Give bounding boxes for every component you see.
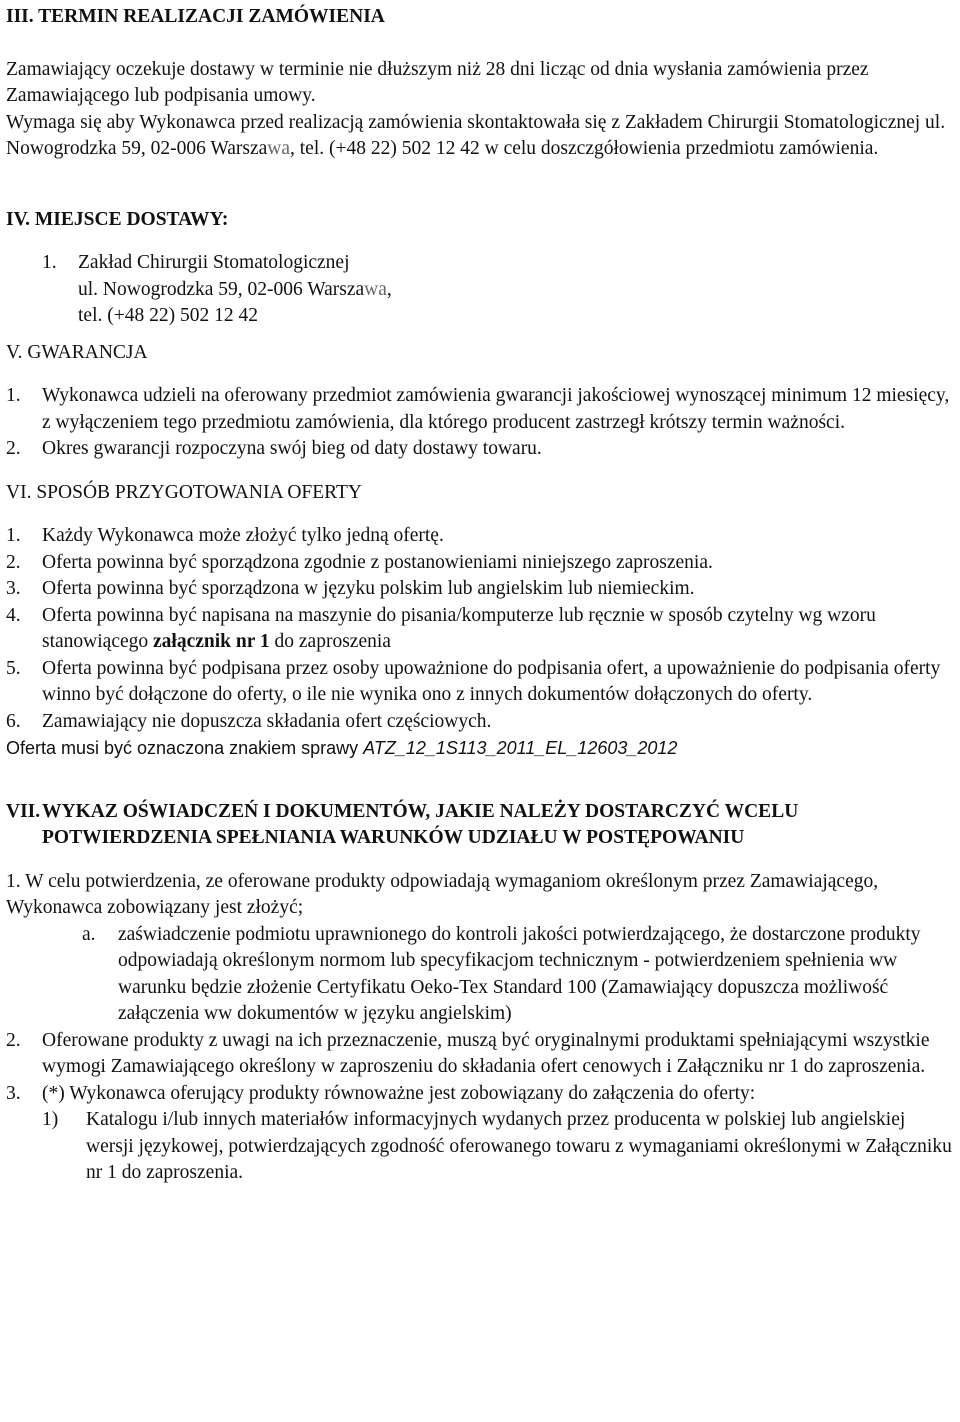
section-iv-heading: IV. MIEJSCE DOSTAWY: [6,208,229,230]
section-v-heading: V. GWARANCJA [6,341,148,363]
list-text: Wykonawca udzieli na oferowany przedmiot zamówienia gwarancji jakościowej wynoszącej minimum 12 miesięcy, z wyłączeniem tego przedmiotu zamówienia, dla którego producent zastrzegł krótszy termin ważności. [42,385,950,433]
list-text: Zamawiający nie dopuszcza składania ofert częściowych. [42,710,492,732]
item4-text-a: Oferta powinna być napisana na maszynie do pisania/komputerze lub ręcznie w sposób czytelny wg wzoru stanowiącego [42,604,876,652]
list-number: 1. [6,525,21,546]
case-code: ATZ_12_1S113_2011_EL_12603_2012 [363,738,678,758]
list-item [6,523,956,550]
sub-item-1 [42,1107,956,1187]
address-line2-wa: wa [364,278,387,300]
address-block [78,250,956,330]
item4-text-b: do zaproszenia [269,631,391,652]
case-note-text: Oferta musi być oznaczona znakiem sprawy [6,738,364,758]
list-item [6,550,956,577]
list-text: Oferowane produkty z uwagi na ich przeznaczenie, muszą być oryginalnymi produktami spełniającymi wszystkie wymogi Zamawiającego określony w zaproszeniu do składania ofert cenowych i Załączniku nr 1 do zaproszenia. [42,1029,930,1077]
list-text: zaświadczenie podmiotu uprawnionego do kontroli jakości potwierdzającego, że dostarczone produkty odpowiadają określonym normom lub specyfikacjom technicznym - potwierdzeniem spełnienia ww warunku będzie złożenie Certyfikatu Oeko-Tex Standard 100 (Zamawiający dopuszcza możliwość załączenia ww dokumentów w języku angielskim) [118,923,921,1024]
list-number: 2. [6,1029,21,1051]
list-text: Oferta powinna być sporządzona w języku polskim lub angielskim lub niemieckim. [42,578,695,599]
address-line2-a: ul. Nowogrodzka 59, 02-006 Warsza [78,278,365,300]
list-number: 3. [6,1082,21,1104]
address-line1: Zakład Chirurgii Stomatologicznej [78,252,350,273]
list-item [6,576,956,603]
address-line2 [78,277,956,304]
offer-preparation-list [6,523,956,735]
sub-item-a [82,922,956,1028]
section-vii-heading [6,799,956,852]
list-number: 1) [42,1109,59,1130]
section-vii-number: VII. [6,800,41,822]
list-number: 5. [6,657,21,679]
list-number: 3. [6,578,21,599]
list-text: Każdy Wykonawca może złożyć tylko jedną ofertę. [42,525,444,546]
case-reference-note [6,735,956,762]
para2-text-wa: wa [267,138,291,159]
list-number: 6. [6,710,21,732]
address-line3: tel. (+48 22) 502 12 42 [78,305,258,326]
warranty-list [6,383,956,463]
section-vi-heading: VI. SPOSÓB PRZYGOTOWANIA OFERTY [6,481,363,503]
list-item [6,436,956,463]
list-text: Oferta powinna być sporządzona zgodnie z postanowieniami niniejszego zaproszenia. [42,551,713,573]
list-number: 1. [6,385,21,406]
section-vii-intro: 1. W celu potwierdzenia, ze oferowane produkty odpowiadają wymaganiom określonym przez Zamawiającego, Wykonawca zobowiązany jest złożyć; [6,870,879,918]
list-number: a. [82,923,96,945]
address-line2-b: , [386,278,392,300]
list-number: 1. [42,252,57,273]
list-text: Oferta powinna być podpisana przez osoby upoważnione do podpisania ofert, a upoważnienie do podpisania oferty winno być dołączone do oferty, o ile nie wynika ono z innych dokumentów dołączonych do oferty. [42,657,941,705]
list-item [6,1028,956,1081]
section-vii-title: WYKAZ OŚWIADCZEŃ I DOKUMENTÓW, JAKIE NALEŻY DOSTARCZYĆ WCELU POTWIERDZENIA SPEŁNIANIA WARUNKÓW UDZIAŁU W POSTĘPOWANIU [42,800,799,848]
attachment-reference: załącznik nr 1 [153,631,270,652]
para2-text-a: Wymaga się aby Wykonawca przed realizacją zamówienia skontaktowała się z Zakładem Chirurgii Stomatologicznej ul. Nowogrodzka 59, 02-006 Warsza [6,111,946,159]
requirements-list [6,1028,956,1108]
list-text: (*) Wykonawca oferujący produkty równoważne jest zobowiązany do załączenia do oferty: [42,1082,756,1104]
list-number: 2. [6,438,21,459]
section-iii-para1: Zamawiający oczekuje dostawy w terminie nie dłuższym niż 28 dni licząc od dnia wysłania zamówienia przez Zamawiającego lub podpisania umowy. [6,58,869,106]
list-text: Okres gwarancji rozpoczyna swój bieg od daty dostawy towaru. [42,438,542,459]
list-text [42,603,956,656]
list-item [6,383,956,436]
list-item [6,1081,956,1108]
list-number: 4. [6,604,21,626]
document-page [6,4,956,1187]
list-item [6,656,956,709]
list-text: Katalogu i/lub innych materiałów informacyjnych wydanych przez producenta w polskiej lub angielskiej wersji językowej, potwierdzających zgodność oferowanego towaru z wymaganiami określonymi w Załączniku nr 1 do zaproszenia. [86,1109,952,1183]
list-item [6,603,956,656]
list-number: 2. [6,551,21,573]
section-iii-para2 [6,110,956,163]
list-item [6,709,956,736]
delivery-address [42,250,956,330]
para2-text-b: , tel. (+48 22) 502 12 42 w celu doszczgółowienia przedmiotu zamówienia. [290,138,879,159]
section-iii-heading: III. TERMIN REALIZACJI ZAMÓWIENIA [6,6,385,27]
